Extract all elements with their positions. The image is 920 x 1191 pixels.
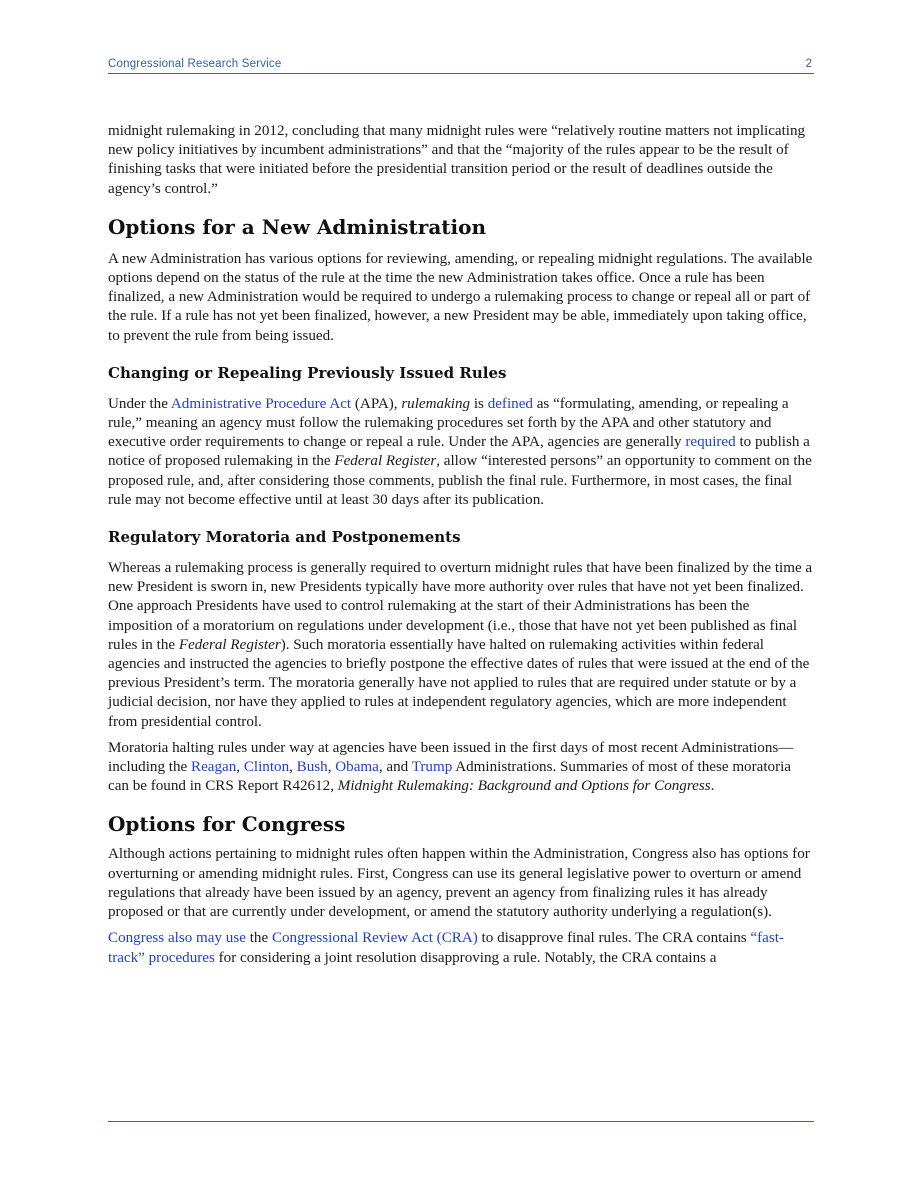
header-organization: Congressional Research Service: [108, 58, 282, 70]
emphasis-federal-register: Federal Register: [178, 636, 281, 653]
continued-paragraph: midnight rulemaking in 2012, concluding that many midnight rules were “relatively routine matters not implicating new policy initiatives by incumbent administrations” and that the “majority of the rules appear to be the result of finishing tasks that were initiated before the presidential transition period or the result of deadlines outside the agency’s control.”: [108, 123, 806, 197]
link-bush[interactable]: Bush: [296, 759, 328, 776]
document-body: [108, 122, 814, 968]
paragraph-moratoria-administrations: Moratoria halting rules under way at agencies have been issued in the first days of most recent Administrations—including the Reagan, Clinton, Bush, Obama, and Trump Administrations. Summaries of most of these moratoria can be found in CRS Report R42612, Midnight Rulemaking: Background and Options for Congress.: [108, 739, 794, 795]
section-heading-new-administration: Options for a New Administration: [108, 214, 487, 239]
emphasis-federal-register: Federal Register: [334, 453, 437, 470]
link-trump[interactable]: Trump: [411, 759, 453, 776]
footer-rule: [108, 1121, 814, 1122]
subsection-heading-changing-rules: Changing or Repealing Previously Issued Rules: [108, 363, 507, 382]
paragraph-moratoria: Whereas a rulemaking process is generally required to overturn midnight rules that have been finalized by the time a new President is sworn in, new Presidents typically have more authority over rules that have not yet been finalized. One approach Presidents have used to control rulemaking at the start of their Administrations has been the imposition of a moratorium on regulations under development (i.e., those that have not yet been published as final rules in the Federal Register). Such moratoria essentially have halted on rulemaking activities within federal agencies and instructed the agencies to briefly postpone the effective dates of rules that were issued at the end of the previous President’s term. The moratoria generally have not applied to rules that are required under statute or by a judicial decision, nor have they applied to rules at independent regulatory agencies, which are more independent from presidential control.: [108, 560, 813, 730]
paragraph-changing-rules: Under the Administrative Procedure Act (APA), rulemaking is defined as “formulating, amending, or repealing a rule,” meaning an agency must follow the rulemaking procedures set forth by the APA and other statutory and executive order requirements to change or repeal a rule. Under the APA, agencies are generally required to publish a notice of proposed rulemaking in the Federal Register, allow “interested persons” an opportunity to comment on the proposed rule, and, after considering those comments, publish the final rule. Furthermore, in most cases, the final rule may not become effective until at least 30 days after its publication.: [108, 395, 812, 508]
page-number: 2: [805, 58, 812, 70]
subsection-heading-moratoria: Regulatory Moratoria and Postponements: [108, 528, 461, 547]
link-obama[interactable]: Obama: [335, 759, 379, 776]
paragraph-new-administration: A new Administration has various options for reviewing, amending, or repealing midnight regulations. The available options depend on the status of the rule at the time the new Administration takes office. Once a rule has been finalized, a new Administration would be required to undergo a rulemaking process to change or repeal all or part of the rule. If a rule has not yet been finalized, however, a new President may be able, immediately upon taking office, to prevent the rule from being issued.: [108, 250, 813, 344]
header-rule: [108, 73, 814, 74]
link-fast-track-procedures[interactable]: “fast-track” procedures: [108, 930, 784, 966]
running-header: [108, 56, 814, 74]
link-administrative-procedure-act[interactable]: Administrative Procedure Act: [170, 395, 352, 412]
link-congressional-review-act[interactable]: Congressional Review Act (CRA): [271, 930, 478, 947]
paragraph-congressional-review-act: Congress also may use the Congressional Review Act (CRA) to disapprove final rules. The CRA contains “fast-track” procedures for considering a joint resolution disapproving a rule. Notably, the CRA contains a: [108, 930, 784, 966]
link-reagan[interactable]: Reagan: [191, 759, 237, 776]
emphasis-rulemaking: rulemaking: [401, 395, 471, 412]
link-congress-also-may-use[interactable]: Congress also may use: [108, 930, 246, 947]
section-heading-congress: Options for Congress: [108, 812, 346, 837]
link-clinton[interactable]: Clinton: [243, 759, 290, 776]
link-defined[interactable]: defined: [487, 395, 533, 412]
emphasis-report-title: Midnight Rulemaking: Background and Options for Congress: [337, 778, 711, 795]
paragraph-congress-legislative-power: Although actions pertaining to midnight rules often happen within the Administration, Congress also has options for overturning or amending midnight rules. First, Congress can use its general legislative power to overturn or amend regulations that already have been issued by an agency, prevent an agency from finalizing rules it has already proposed or that are currently under development, or amend the statutory authority underlying a regulation(s).: [108, 846, 810, 921]
link-required[interactable]: required: [685, 434, 736, 451]
